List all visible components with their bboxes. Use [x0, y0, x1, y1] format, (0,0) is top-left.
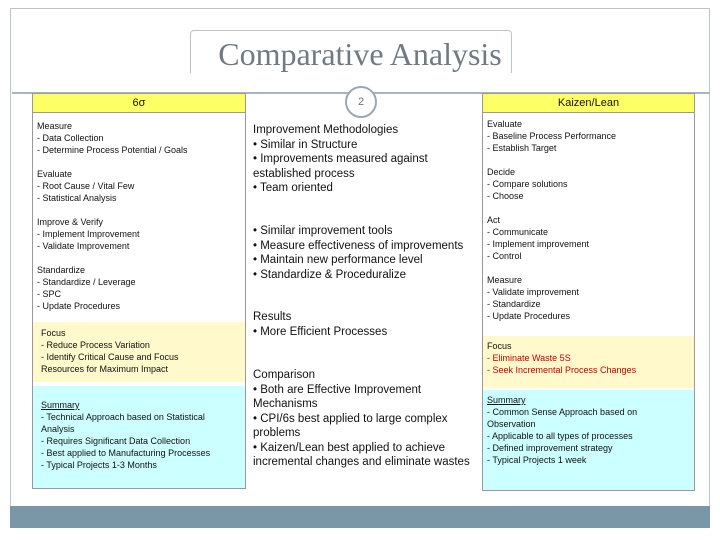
kl-summary-item: - Applicable to all types of processes [487, 431, 633, 441]
kl-summary-item: - Common Sense Approach based on [487, 407, 638, 417]
mid-line: Improvement Methodologies [253, 124, 399, 136]
kl-summary-block [487, 394, 690, 466]
mid-line: established process [253, 167, 355, 180]
kl-summary-item: Observation [487, 419, 536, 429]
mid-line: • Similar in Structure [253, 138, 358, 151]
mid-line: • Kaizen/Lean best applied to achieve [253, 441, 445, 454]
kl-focus-item: - Eliminate Waste 5S [487, 353, 571, 363]
kaizen-header: Kaizen/Lean [483, 94, 694, 113]
kl-measure-item: - Validate improvement [487, 287, 579, 297]
kl-evaluate-item: - Baseline Process Performance [487, 131, 617, 141]
methodologies-text [253, 123, 428, 196]
kl-measure-item: - Standardize [487, 299, 541, 309]
kl-act-block [487, 214, 690, 262]
ss-focus-title: Focus [41, 328, 66, 338]
mid-line: Mechanisms [253, 398, 318, 410]
slide-title: Comparative Analysis [218, 36, 502, 72]
comparison-text [253, 368, 470, 470]
ss-measure-item: - Determine Process Potential / Goals [37, 145, 188, 155]
mid-line: • Both are Effective Improvement [253, 383, 422, 396]
mid-line: • More Efficient Processes [253, 325, 388, 338]
kl-summary-title: Summary [487, 395, 526, 405]
ss-focus-block [41, 327, 241, 375]
ss-improve-title: Improve & Verify [37, 217, 104, 227]
six-sigma-header: 6σ [33, 94, 245, 113]
slide-number: 2 [345, 86, 377, 118]
ss-summary-item: - Technical Approach based on Statistical [41, 412, 205, 422]
six-sigma-column [32, 93, 246, 489]
mid-line: • Improvements measured against [253, 153, 428, 165]
ss-focus-item: - Reduce Process Variation [41, 340, 150, 350]
ss-focus-item: - Identify Critical Cause and Focus [41, 352, 179, 362]
ss-evaluate-item: - Statistical Analysis [37, 193, 117, 203]
ss-standardize-item: - Standardize / Leverage [37, 277, 136, 287]
kl-focus-block [487, 340, 690, 376]
mid-line: • Maintain new performance level [253, 254, 423, 266]
ss-evaluate-item: - Root Cause / Vital Few [37, 181, 135, 191]
ss-summary-item: - Typical Projects 1-3 Months [41, 460, 157, 470]
ss-summary-block [41, 399, 241, 471]
kl-act-item: - Communicate [487, 227, 549, 237]
kl-act-item: - Control [487, 251, 522, 261]
kl-decide-title: Decide [487, 167, 516, 177]
ss-measure-block [37, 120, 241, 156]
mid-line: incremental changes and eliminate wastes [253, 456, 470, 468]
mid-line: • Similar improvement tools [253, 225, 393, 237]
kl-decide-block [487, 166, 690, 202]
kl-evaluate-title: Evaluate [487, 119, 523, 129]
tools-text [253, 224, 463, 282]
ss-standardize-item: - Update Procedures [37, 301, 121, 311]
ss-standardize-title: Standardize [37, 265, 86, 275]
ss-focus-item: Resources for Maximum Impact [41, 364, 169, 374]
kl-evaluate-block [487, 118, 690, 154]
ss-summary-title: Summary [41, 400, 80, 410]
kl-measure-item: - Update Procedures [487, 311, 571, 321]
ss-evaluate-block [37, 168, 241, 204]
kl-focus-title: Focus [487, 341, 512, 351]
mid-line: • Team oriented [253, 182, 333, 194]
ss-evaluate-title: Evaluate [37, 169, 73, 179]
kl-decide-item: - Choose [487, 191, 524, 201]
ss-improve-item: - Validate Improvement [37, 241, 130, 251]
ss-improve-item: - Implement Improvement [37, 229, 140, 239]
results-text [253, 310, 387, 339]
ss-standardize-block [37, 264, 241, 312]
kl-decide-item: - Compare solutions [487, 179, 568, 189]
ss-improve-block [37, 216, 241, 252]
mid-line: Comparison [253, 369, 315, 381]
ss-measure-title: Measure [37, 121, 73, 131]
ss-standardize-item: - SPC [37, 289, 62, 299]
mid-line: Results [253, 311, 292, 323]
kl-summary-item: - Typical Projects 1 week [487, 455, 587, 465]
kaizen-column [482, 93, 695, 491]
kl-measure-title: Measure [487, 275, 523, 285]
mid-line: • CPI/6s best applied to large complex [253, 412, 448, 425]
ss-summary-item: - Requires Significant Data Collection [41, 436, 191, 446]
mid-line: • Measure effectiveness of improvements [253, 239, 464, 252]
ss-summary-item: - Best applied to Manufacturing Processes [41, 448, 211, 458]
mid-line: • Standardize & Proceduralize [253, 268, 406, 281]
kl-measure-block [487, 274, 690, 322]
kl-act-title: Act [487, 215, 501, 225]
kl-focus-item: - Seek Incremental Process Changes [487, 365, 637, 375]
ss-measure-item: - Data Collection [37, 133, 104, 143]
ss-summary-item: Analysis [41, 424, 75, 434]
kl-summary-item: - Defined improvement strategy [487, 443, 613, 453]
kl-act-item: - Implement improvement [487, 239, 590, 249]
kl-evaluate-item: - Establish Target [487, 143, 557, 153]
footer-bar [10, 506, 710, 528]
mid-line: problems [253, 427, 301, 439]
